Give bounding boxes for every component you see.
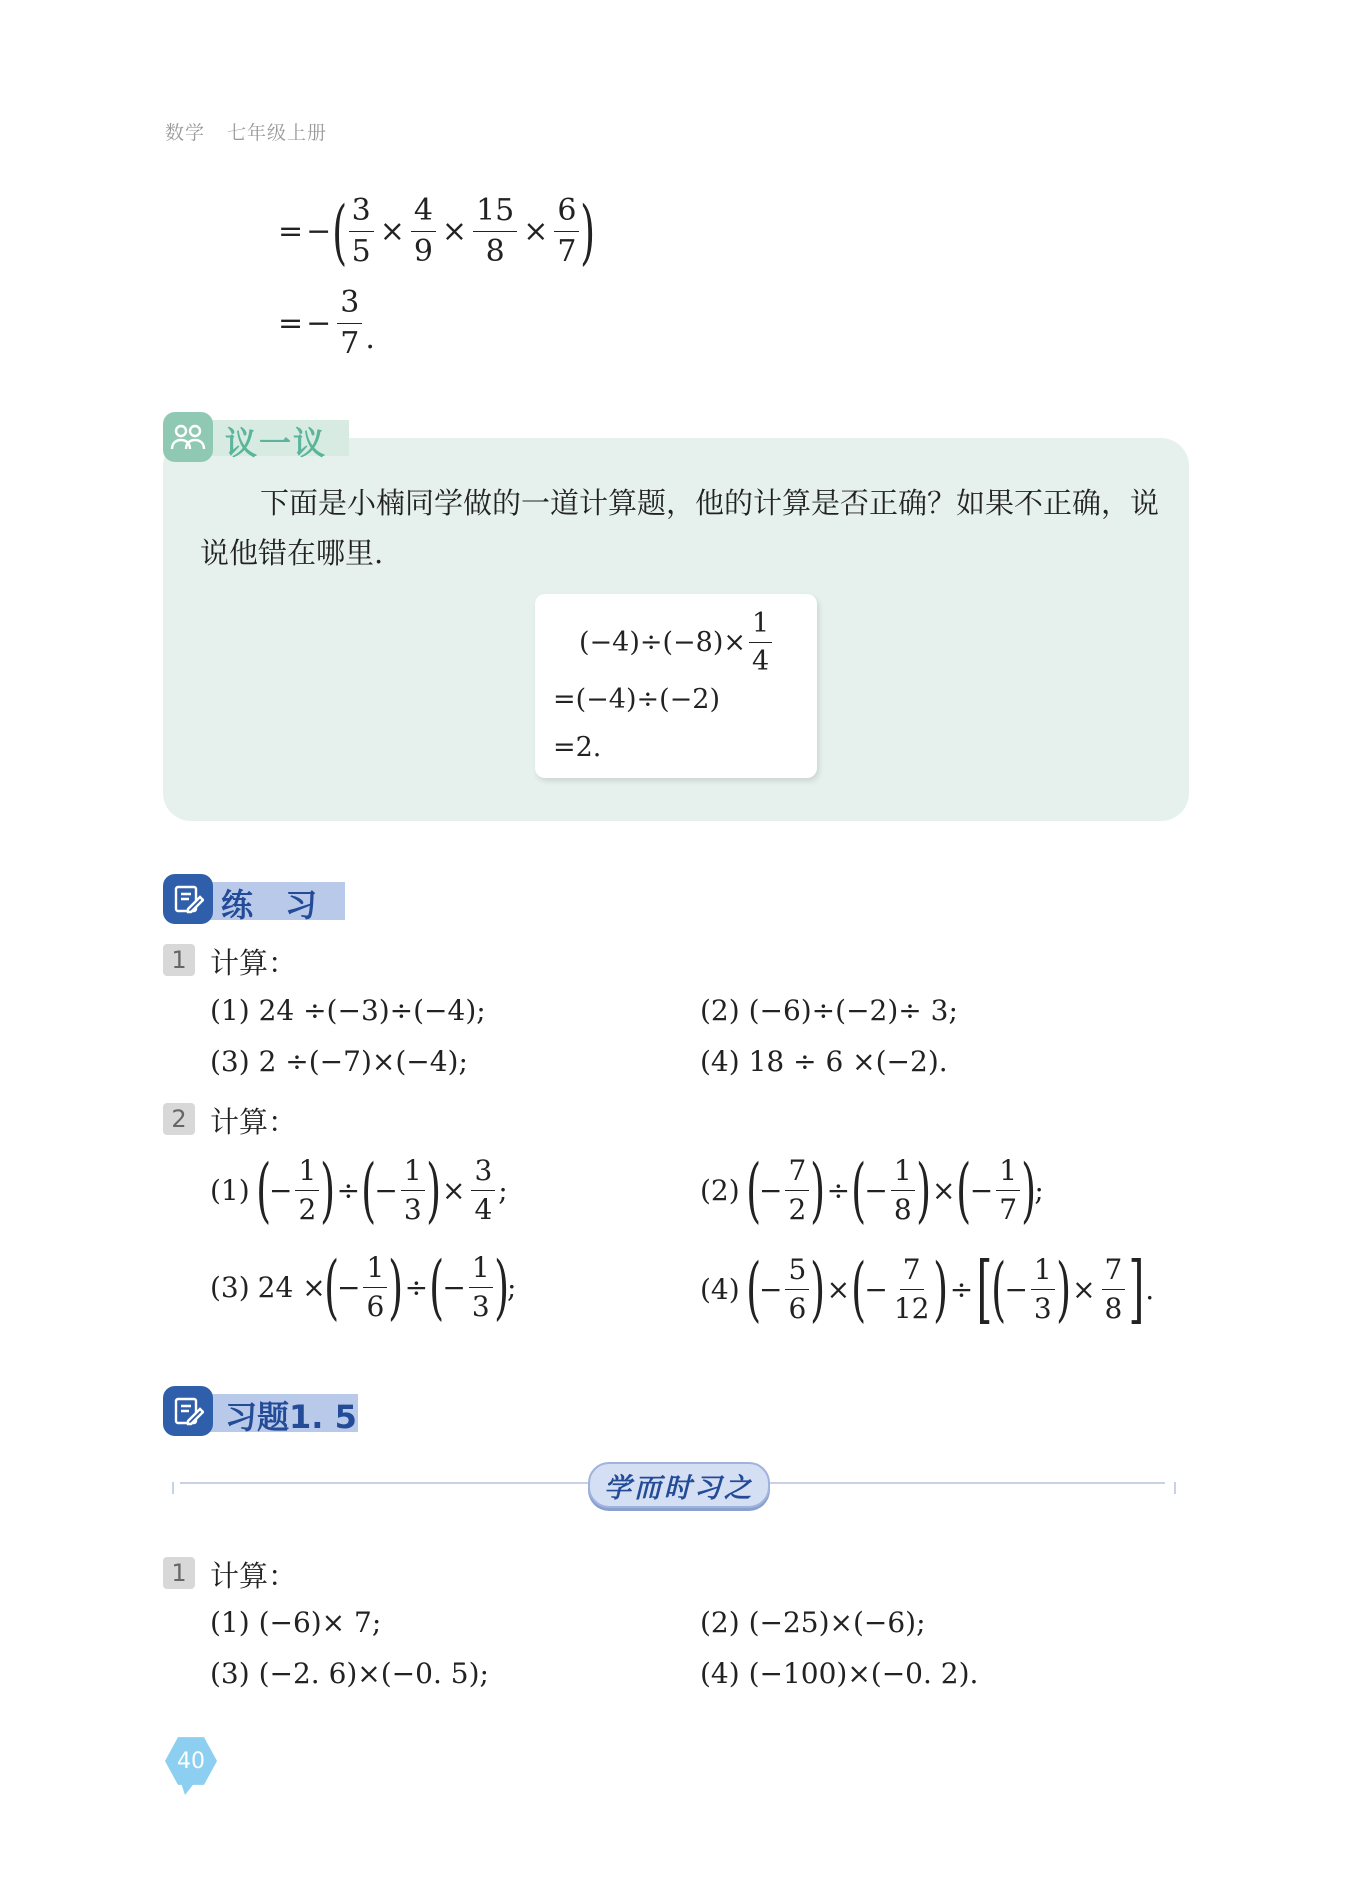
work-line-1: (−4)÷(−8)× $\frac{1}{4}$ bbox=[579, 610, 775, 675]
exercise-q1-item-4: (4) (−100)×(−0. 2). bbox=[700, 1657, 979, 1690]
work-line-2: =(−4)÷(−2) bbox=[553, 684, 720, 715]
question-number: 2 bbox=[163, 1103, 195, 1135]
practice-title: 练 习 bbox=[221, 886, 318, 924]
exercise-q1-item-2: (2) (−25)×(−6); bbox=[700, 1606, 926, 1639]
exercise-q1-item-1: (1) (−6)× 7; bbox=[210, 1606, 382, 1639]
page-number-badge bbox=[165, 1735, 217, 1787]
fraction: $\frac{4}{9}$ bbox=[411, 196, 436, 267]
practice-tag bbox=[163, 874, 345, 924]
header-grade: 七年级上册 bbox=[227, 122, 328, 144]
exercise-q1-item-3: (3) (−2. 6)×(−0. 5); bbox=[210, 1657, 489, 1690]
pencil-note-icon bbox=[163, 1386, 213, 1436]
question-label: 计算： bbox=[210, 946, 298, 980]
divider-left bbox=[180, 1482, 590, 1484]
divider-end-left bbox=[172, 1482, 184, 1494]
practice-q2-item-2: (2) ( − $\frac{7}{2}$ ) ÷ ( − $\frac{1}{8}$ ) × ( − $\frac{1}{7}$ ) ; bbox=[700, 1149, 1044, 1231]
divider-end-right bbox=[1164, 1482, 1176, 1494]
practice-q1-item-3: (3) 2 ÷(−7)×(−4); bbox=[210, 1045, 468, 1078]
practice-q1-item-4: (4) 18 ÷ 6 ×(−2). bbox=[700, 1045, 948, 1078]
question-label: 计算： bbox=[210, 1105, 298, 1139]
exercise-title: 习题1. 5 bbox=[225, 1398, 357, 1436]
question-number: 1 bbox=[163, 944, 195, 976]
page-number: 40 bbox=[177, 1748, 205, 1774]
discussion-text: 下面是小楠同学做的一道计算题，他的计算是否正确？如果不正确，说说他错在哪里. bbox=[200, 486, 1160, 570]
discussion-work-card bbox=[535, 594, 817, 778]
page-header bbox=[165, 118, 327, 145]
divider-right bbox=[765, 1482, 1165, 1484]
fraction: $\frac{3}{5}$ bbox=[349, 196, 374, 267]
solution-line-1: = − ( $\frac{3}{5}$ × $\frac{4}{9}$ × $\frac{15}{8}$ × $\frac{6}{7}$ ) bbox=[278, 190, 596, 273]
group-discussion-icon bbox=[163, 412, 213, 462]
practice-q2-item-1: (1) ( − $\frac{1}{2}$ ) ÷ ( − $\frac{1}{3}$ ) × $\frac{3}{4}$ ; bbox=[210, 1149, 508, 1231]
exercise-tag bbox=[163, 1386, 358, 1436]
question-label: 计算： bbox=[210, 1559, 298, 1593]
solution-line-2: = − $\frac{3}{7}$ . bbox=[278, 285, 375, 361]
work-line-3: =2. bbox=[553, 732, 602, 763]
pencil-note-icon bbox=[163, 874, 213, 924]
fraction: $\frac{6}{7}$ bbox=[554, 196, 579, 267]
practice-q1-item-1: (1) 24 ÷(−3)÷(−4); bbox=[210, 994, 486, 1027]
practice-q1-item-2: (2) (−6)÷(−2)÷ 3; bbox=[700, 994, 958, 1027]
review-banner: 学而时习之 bbox=[588, 1462, 770, 1508]
question-number: 1 bbox=[163, 1557, 195, 1589]
fraction: $\frac{3}{7}$ bbox=[337, 288, 362, 359]
fraction: $\frac{15}{8}$ bbox=[473, 196, 517, 267]
discussion-title: 议一议 bbox=[225, 424, 328, 462]
header-subject: 数学 bbox=[165, 122, 206, 144]
discussion-tag bbox=[163, 412, 349, 462]
practice-q2-item-3: (3) 24 × ( − $\frac{1}{6}$ ) ÷ ( − $\frac{1}{3}$ ) ; bbox=[210, 1246, 517, 1328]
practice-q2-item-4: (4) ( − $\frac{5}{6}$ ) × ( − $\frac{7}{12}$ ) ÷ [ ( − $\frac{1}{3}$ ) × $\frac{7}{8}$ ] . bbox=[700, 1246, 1155, 1332]
